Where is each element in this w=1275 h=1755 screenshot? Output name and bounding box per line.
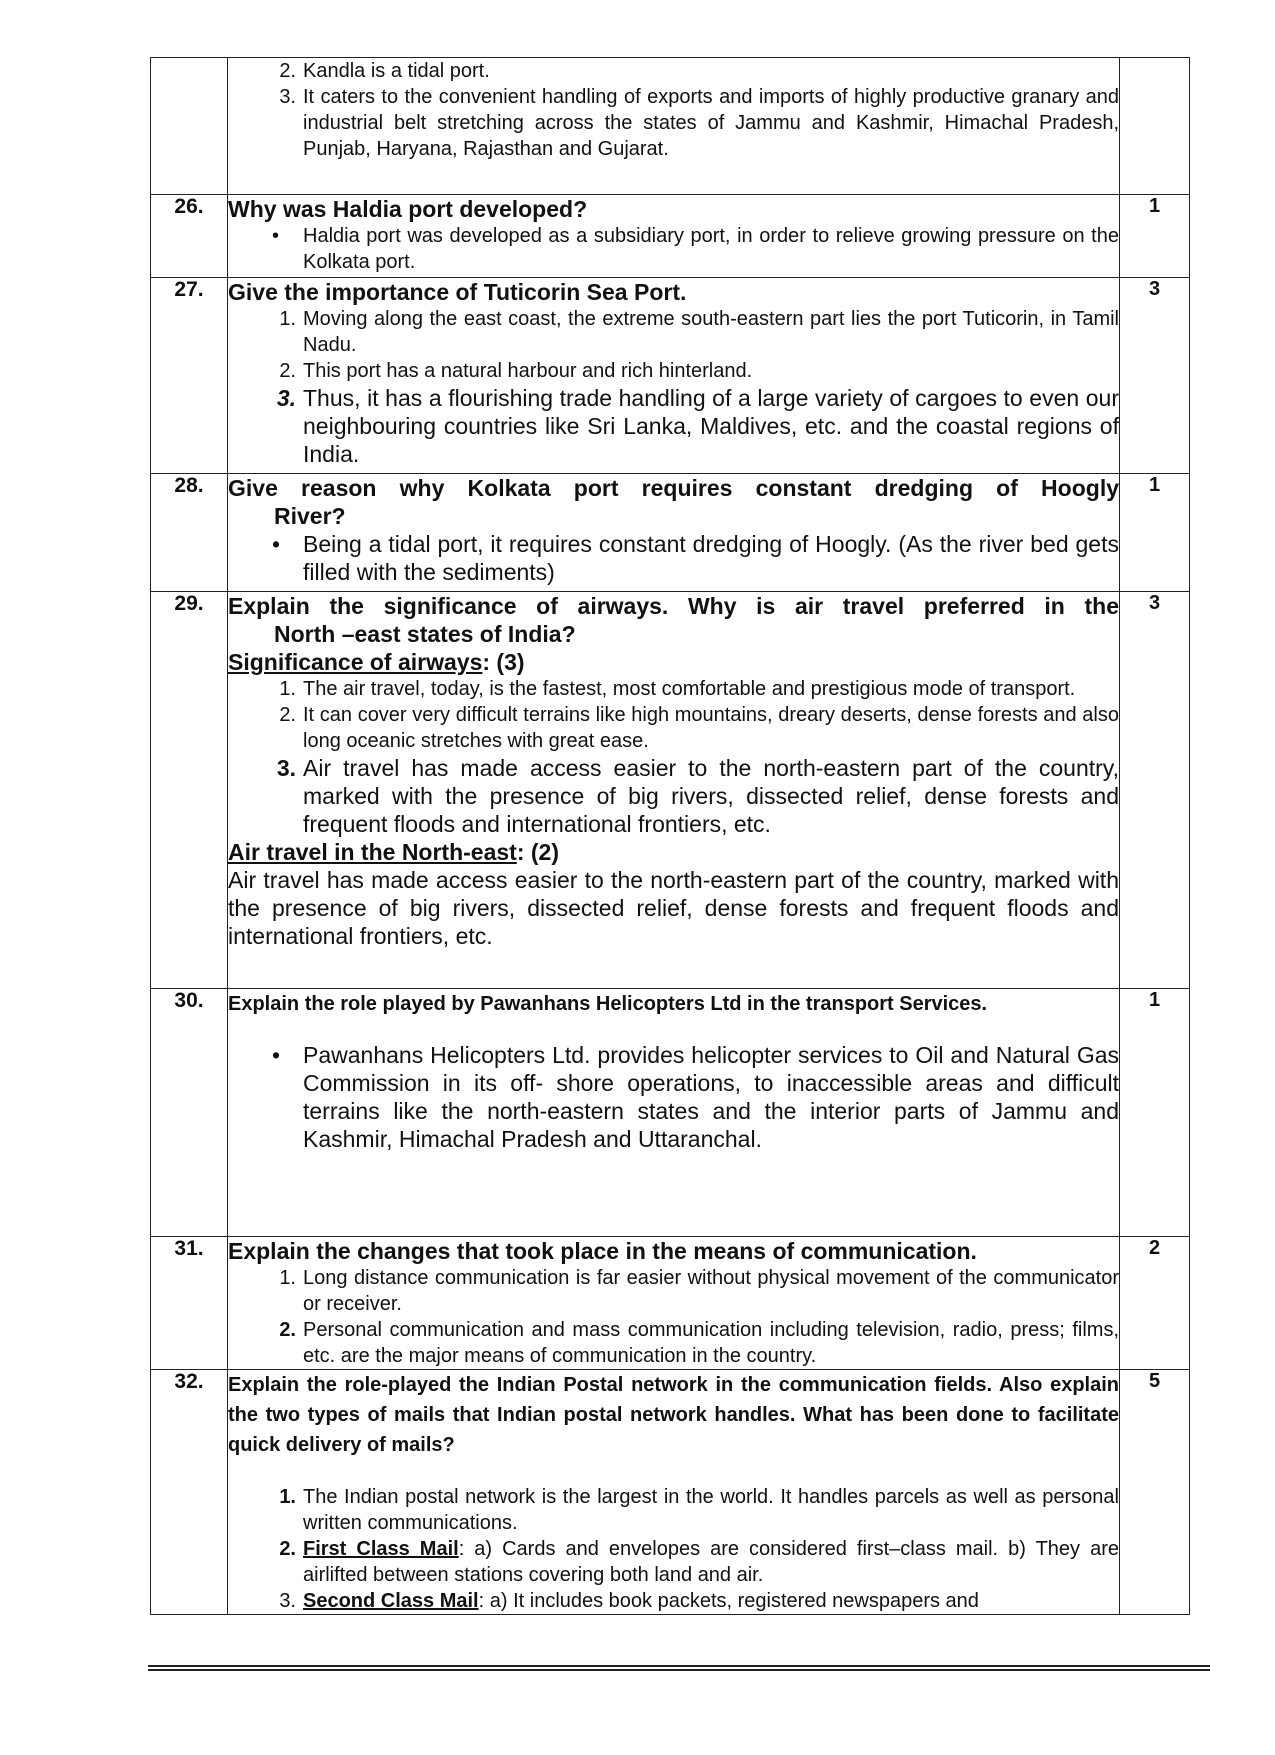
question-number: 31. (151, 1237, 228, 1370)
list-item: 3. It caters to the convenient handling of exports and imports of highly productive granary and industrial belt stretching across the states of Jammu and Kashmir, Himachal Pradesh, Punjab, Haryana, Rajasthan and Gujarat. (279, 86, 1119, 160)
paragraph: Air travel has made access easier to the north-eastern part of the country, marked with the presence of big rivers, dissected relief, dense forests and frequent floods and international frontiers, etc. (228, 867, 1119, 949)
table-row (151, 195, 1190, 278)
list-item: • Pawanhans Helicopters Ltd. provides helicopter services to Oil and Natural Gas Commission in its off- shore operations, to inaccessible areas and difficult terrains like the north-eastern states and the interior parts of Jammu and Kashmir, Himachal Pradesh and Uttaranchal. (272, 1042, 1119, 1152)
list-item: 1. Long distance communication is far easier without physical movement of the communicator or receiver. (279, 1267, 1119, 1315)
question-number: 32. (151, 1370, 228, 1615)
table-row (151, 474, 1190, 592)
marks-cell: 3 (1120, 592, 1190, 989)
marks-cell (1120, 58, 1190, 195)
question-text: Explain the changes that took place in the means of communication. (228, 1238, 977, 1264)
list-item: • Haldia port was developed as a subsidiary port, in order to relieve growing pressure on the Kolkata port. (272, 225, 1119, 273)
bullet-icon: • (272, 1042, 281, 1068)
question-number: 27. (151, 278, 228, 474)
marks-cell: 2 (1120, 1237, 1190, 1370)
marks-cell: 3 (1120, 278, 1190, 474)
table-row (151, 989, 1190, 1237)
answer-cell (228, 278, 1120, 474)
table-row (151, 1237, 1190, 1370)
list-item: 1. The air travel, today, is the fastest, most comfortable and prestigious mode of transport. (279, 678, 1076, 700)
list-item: 3. Air travel has made access easier to the north-eastern part of the country, marked with the presence of big rivers, dissected relief, dense forests and frequent floods and international frontiers, etc. (276, 755, 1119, 837)
bullet-icon: • (272, 531, 281, 557)
list-item: 2. It can cover very difficult terrains like high mountains, dreary deserts, dense forests and also long oceanic stretches with great ease. (279, 704, 1119, 752)
list-item: 2. This port has a natural harbour and rich hinterland. (279, 360, 753, 382)
question-text: Explain the role played by Pawanhans Helicopters Ltd in the transport Services. (228, 993, 988, 1015)
list-item: • Being a tidal port, it requires constant dredging of Hoogly. (As the river bed gets filled with the sediments) (272, 531, 1119, 585)
footer-rule (148, 1665, 1210, 1667)
footer-rule (148, 1669, 1210, 1671)
question-number (151, 58, 228, 195)
answer-cell (228, 474, 1120, 592)
question-text: Give reason why Kolkata port requires constant dredging of Hoogly River? (228, 475, 1119, 529)
answer-table (150, 57, 1190, 1615)
question-number: 26. (151, 195, 228, 278)
table-row (151, 592, 1190, 989)
table-row (151, 58, 1190, 195)
question-number: 28. (151, 474, 228, 592)
list-item: 1. Moving along the east coast, the extreme south-eastern part lies the port Tuticorin, in Tamil Nadu. (279, 308, 1119, 356)
answer-cell (228, 1237, 1120, 1370)
question-number: 30. (151, 989, 228, 1237)
list-item: 2. Kandla is a tidal port. (279, 60, 490, 82)
marks-cell: 1 (1120, 195, 1190, 278)
list-item: 2. Personal communication and mass communication including television, radio, press; films, etc. are the major means of communication in the country. (279, 1319, 1119, 1367)
list-item: 1. The Indian postal network is the largest in the world. It handles parcels as well as personal written communications. (279, 1486, 1119, 1534)
list-item: 3. Second Class Mail: a) It includes book packets, registered newspapers and (279, 1590, 979, 1612)
question-number: 29. (151, 592, 228, 989)
list-item: 3. Thus, it has a flourishing trade handling of a large variety of cargoes to even our neighbouring countries like Sri Lanka, Maldives, etc. and the coastal regions of India. (276, 385, 1119, 467)
question-text: Why was Haldia port developed? (228, 196, 588, 222)
question-text: Explain the significance of airways. Why is air travel preferred in the North –east states of India? (228, 593, 1119, 647)
answer-cell (228, 1370, 1120, 1615)
answer-cell (228, 195, 1120, 278)
answer-cell (228, 592, 1120, 989)
answer-cell (228, 989, 1120, 1237)
table-row (151, 1370, 1190, 1615)
question-text: Give the importance of Tuticorin Sea Port. (228, 279, 687, 305)
list-item: 2. First Class Mail: a) Cards and envelopes are considered first–class mail. b) They are airlifted between stations covering both land and air. (279, 1538, 1119, 1586)
answer-cell (228, 58, 1120, 195)
bullet-icon: • (272, 225, 280, 247)
table-row (151, 278, 1190, 474)
marks-cell: 1 (1120, 989, 1190, 1237)
question-text: Explain the role-played the Indian Postal network in the communication fields. Also explain the two types of mails that Indian postal network handles. What has been done to facilitate quick delivery of mails? (228, 1374, 1119, 1456)
marks-cell: 1 (1120, 474, 1190, 592)
subheading-significance: Significance of airways: (3) (228, 649, 525, 675)
subheading-north-east: Air travel in the North-east: (2) (228, 839, 560, 865)
marks-cell: 5 (1120, 1370, 1190, 1615)
